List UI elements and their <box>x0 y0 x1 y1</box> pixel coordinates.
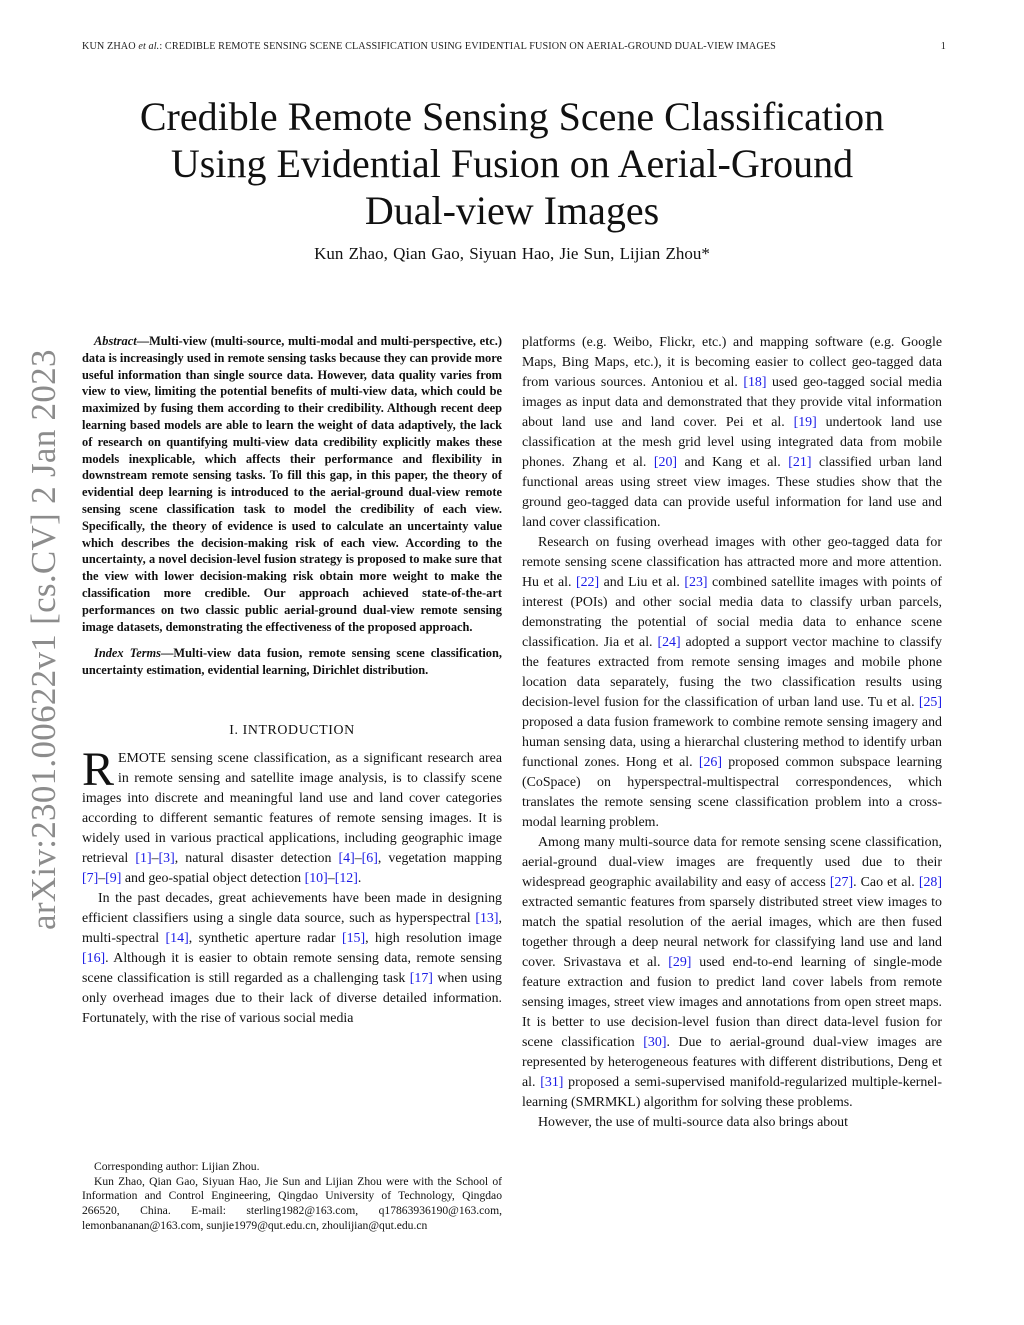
citation-link[interactable]: [6] <box>361 850 378 866</box>
footnote-corresponding-author: Corresponding author: Lijian Zhou. <box>94 1160 260 1173</box>
citation-link[interactable]: [12] <box>334 870 358 886</box>
citation-link[interactable]: [25] <box>918 695 942 710</box>
citation-link[interactable]: [10] <box>304 870 328 886</box>
introduction-body <box>82 742 502 1029</box>
citation-link[interactable]: [20] <box>653 455 678 470</box>
citation-link[interactable]: [22] <box>575 575 600 590</box>
title-line-3: Dual-view Images <box>364 188 660 233</box>
right-paragraph-4: However, the use of multi-source data also brings about <box>538 1115 848 1130</box>
title-line-1: Credible Remote Sensing Scene Classification <box>139 94 885 139</box>
citation-link[interactable]: [26] <box>698 755 722 770</box>
paper-title <box>82 93 942 234</box>
citation-link[interactable]: [19] <box>793 415 817 430</box>
right-paragraph-2: Research on fusing overhead images with other geo-tagged data for remote sensing scene classification has attracted more and more attention. Hu et al. [22] and Liu et al. [23] combined satellite images with points of interest (POIs) and other social media data to classify urban parcels, demonstrating the potential of social media data to enhance scene classification. Jia et al. [24] adopted a support vector machine to classify the features extracted from remote sensing images and mobile phone location data separately, fusing the two classification results using decision-level fusion for the classification of urban land use. Tu et al. [25] proposed a data fusion framework to combine remote sensing imagery and human sensing data, using a hierarchal clustering method to identify urban functional zones. Hong et al. [26] proposed common subspace learning (CoSpace) on hyperspectral-multispectral correspondences, which translates the remote sensing scene classification problem into a cross-modal learning problem. <box>522 535 942 830</box>
citation-link[interactable]: [21] <box>788 455 812 470</box>
arxiv-identifier: arXiv:2301.00622v1 [cs.CV] 2 Jan 2023 <box>24 349 63 930</box>
left-column <box>82 333 502 1029</box>
citation-link[interactable]: [14] <box>165 930 189 946</box>
citation-link[interactable]: [24] <box>657 635 681 650</box>
abstract-text: —Multi-view (multi-source, multi-modal and multi-perspective, etc.) data is increasingly used in remote sensing tasks because they can provide more useful information than single source data. However, data quality varies from view to view, limiting the potential benefits of multi-view data, which could be maximized by fusing them according to their credibility. Although recent deep learning based models are able to learn the weight of data adaptively, the lack of research on quantifying multi-view data credibility explicitly makes these models inexplicable, which affects their performance and flexibility in downstream remote sensing tasks. To fill this gap, in this paper, the theory of evidential deep learning is introduced to the aerial-ground dual-view remote sensing scene classification task to model the credibility of each view. Specifically, the theory of evidence is used to calculate an uncertainty value which describes the decision-making risk of each view. According to the uncertainty, a novel decision-level fusion strategy is proposed to make sure that the view with lower decision-making risk obtain more weight to make the classification more credible. Our approach achieved state-of-the-art performances on two classic public aerial-ground dual-view remote sensing image datasets, demonstrating the effectiveness of the proposed approach. <box>82 334 502 634</box>
abstract <box>82 333 502 679</box>
index-terms-text: —Multi-view data fusion, remote sensing scene classification, uncertainty estimation, evidential learning, Dirichlet distribution. <box>82 646 502 678</box>
intro-first-word: EMOTE <box>118 750 166 766</box>
index-terms-label: Index Terms <box>94 646 161 661</box>
citation-link[interactable]: [3] <box>158 850 175 866</box>
citation-link[interactable]: [7] <box>82 870 99 886</box>
citation-link[interactable]: [31] <box>540 1075 564 1090</box>
citation-link[interactable]: [18] <box>743 375 767 390</box>
footnotes <box>82 1160 502 1234</box>
citation-link[interactable]: [30] <box>643 1035 667 1050</box>
author-list: Kun Zhao, Qian Gao, Siyuan Hao, Jie Sun, Lijian Zhou* <box>314 244 710 263</box>
running-head-title: KUN ZHAO et al.: CREDIBLE REMOTE SENSING SCENE CLASSIFICATION USING EVIDENTIAL FUSION ON AERIAL-GROUND DUAL-VIEW IMAGES <box>82 41 776 52</box>
citation-link[interactable]: [17] <box>409 970 433 986</box>
citation-link[interactable]: [23] <box>684 575 708 590</box>
intro-paragraph-2: In the past decades, great achievements have been made in designing efficient classifiers using a single data source, such as hyperspectral [13], multi-spectral [14], synthetic aperture radar [15], high resolution image [16]. Although it is easier to obtain remote sensing data, remote sensing scene classification is still regarded as a challenging task [17] when using only overhead images due to their lack of diverse detailed information. Fortunately, with the rise of various social media <box>82 890 502 1026</box>
drop-cap: R <box>82 742 115 796</box>
citation-link[interactable]: [15] <box>341 930 366 946</box>
citation-link[interactable]: [28] <box>918 875 942 890</box>
right-paragraph-1: platforms (e.g. Weibo, Flickr, etc.) and mapping software (e.g. Google Maps, Bing Maps, etc.), it is becoming easier to collect geo-tagged data from various sources. Antoniou et al. [18] used geo-tagged social media images as input data and demonstrated that they provide vital information about land use and land cover. Pei et al. [19] undertook land use classification at the mesh grid level using integrated data from mobile phones. Zhang et al. [20] and Kang et al. [21] classified urban land functional areas using street view images. These studies show that the ground geo-tagged data can provide useful information for land use and land cover classification. <box>522 335 943 530</box>
intro-paragraph-1: REMOTE sensing scene classification, as a significant research area in remote sensing and satellite image analysis, is to classify scene images into discrete and meaningful land use and land cover categories according to different semantic features of remote sensing images. It is widely used in various practical applications, including geographic image retrieval [1]–[3], natural disaster detection [4]–[6], vegetation mapping [7]–[9] and geo-spatial object detection [10]–[12]. <box>82 742 502 886</box>
right-column <box>522 333 942 1133</box>
citation-link[interactable]: [16] <box>82 950 106 966</box>
citation-link[interactable]: [29] <box>668 955 692 970</box>
citation-link[interactable]: [27] <box>829 875 854 890</box>
citation-link[interactable]: [9] <box>105 870 122 886</box>
abstract-label: Abstract <box>94 334 137 348</box>
section-heading-introduction: I. INTRODUCTION <box>229 722 355 738</box>
footnote-affiliation: Kun Zhao, Qian Gao, Siyuan Hao, Jie Sun and Lijian Zhou were with the School of Information and Control Engineering, Qingdao University of Technology, Qingdao 266520, China. E-mail: sterling1982@163.com, q17863936190@163.com, lemonbananan@163.com, sunjie1979@qut.edu.cn, zhoulijian@qut.edu.cn <box>82 1174 502 1232</box>
citation-link[interactable]: [13] <box>475 910 499 926</box>
page-number: 1 <box>940 41 946 52</box>
right-paragraph-3: Among many multi-source data for remote sensing scene classification, aerial-ground dual-view images are frequently used due to their widespread geographic availability and easy of access [27]. Cao et al. [28] extracted semantic features from sparsely distributed street view images to match the spatial resolution of the aerial images, which are then fused together through a deep neural network for classifying land use and land cover. Srivastava et al. [29] used end-to-end learning of single-mode feature extraction and fusion to predict land cover labels from remote sensing images, street view images and annotations from open street maps. It is better to use decision-level fusion than direct data-level fusion for scene classification [30]. Due to aerial-ground dual-view images are represented by heterogeneous features with different distributions, Deng et al. [31] proposed a semi-supervised manifold-regularized multiple-kernel-learning (SMRMKL) algorithm for solving these problems. <box>522 835 943 1110</box>
running-head <box>82 41 946 55</box>
index-terms <box>82 645 502 679</box>
title-line-2: Using Evidential Fusion on Aerial-Ground <box>170 141 854 186</box>
citation-link[interactable]: [4] <box>338 850 355 866</box>
citation-link[interactable]: [1] <box>135 850 152 866</box>
